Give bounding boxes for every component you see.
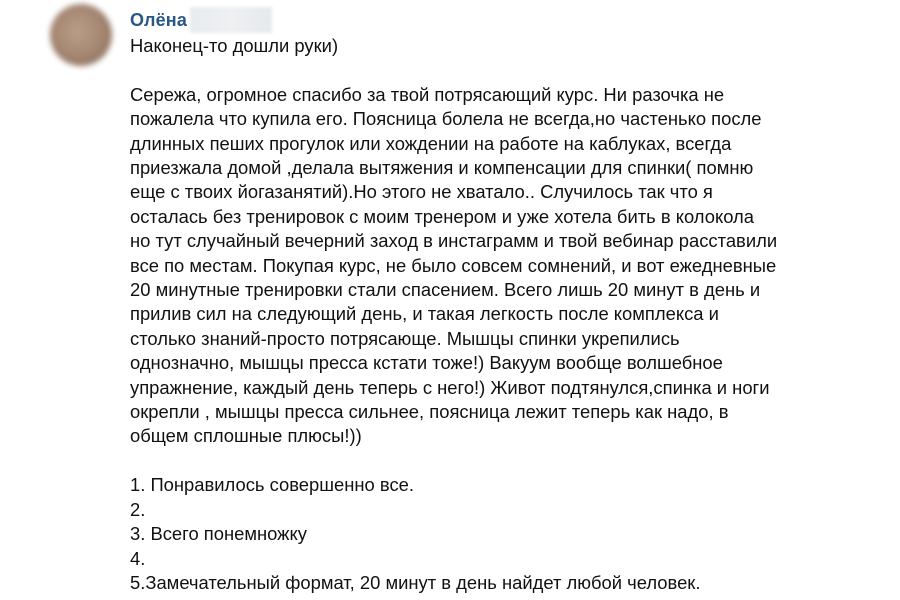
message-line: 2.: [130, 498, 146, 520]
author-surname-blurred: [190, 7, 272, 33]
message-line: [130, 58, 810, 82]
author-name[interactable]: Олёна: [130, 9, 188, 30]
message-line: еще с твоих йогазанятий).Но этого не хватало.. Случилось так что я: [130, 181, 713, 203]
avatar[interactable]: [50, 4, 112, 66]
message-line: 20 минутные тренировки стали спасением. Всего лишь 20 минут в день и: [130, 279, 761, 301]
message-line: 1. Понравилось совершенно все.: [130, 474, 414, 496]
message-line: однозначно, мышцы пресса кстати тоже!) Вакуум вообще волшебное: [130, 352, 723, 374]
message-line: приезжала домой ,делала вытяжения и компенсации для спинки( помню: [130, 157, 754, 179]
message-line: но тут случайный вечерний заход в инстаграмм и твой вебинар расставили: [130, 230, 778, 252]
message-line: длинных пеших прогулок или хождении на работе на каблуках, всегда: [130, 132, 732, 154]
message-line: 3. Всего понемножку: [130, 523, 307, 545]
message-line: пожалела что купила его. Поясница болела не всегда,но частенько после: [130, 108, 762, 130]
message-line: Наконец-то дошли руки): [130, 35, 339, 56]
author-header: [130, 6, 272, 34]
message-line: [130, 449, 810, 473]
message-line: Сережа, огромное спасибо за твой потрясающий курс. Ни разочка не: [130, 83, 725, 105]
message-line: осталась без тренировок с моим тренером и уже хотела бить в колокола: [130, 205, 755, 227]
message-text: [130, 34, 810, 595]
message-line: столько знаний-просто потрясающе. Мышцы спинки укрепились: [130, 327, 680, 349]
message-line: окрепли , мышцы пресса сильнее, поясница лежит теперь как надо, в: [130, 401, 729, 423]
message-line: прилив сил на следующий день, и такая легкость после комплекса и: [130, 303, 719, 325]
message-line: упражнение, каждый день теперь с него!) Живот подтянулся,спинка и ноги: [130, 376, 770, 398]
message-line: 5.Замечательный формат, 20 минут в день найдет любой человек.: [130, 571, 701, 593]
message-line: общем сплошные плюсы!)): [130, 425, 362, 447]
message-line: 4.: [130, 547, 146, 569]
message-line: все по местам. Покупая курс, не было совсем сомнений, и вот ежедневные: [130, 254, 777, 276]
